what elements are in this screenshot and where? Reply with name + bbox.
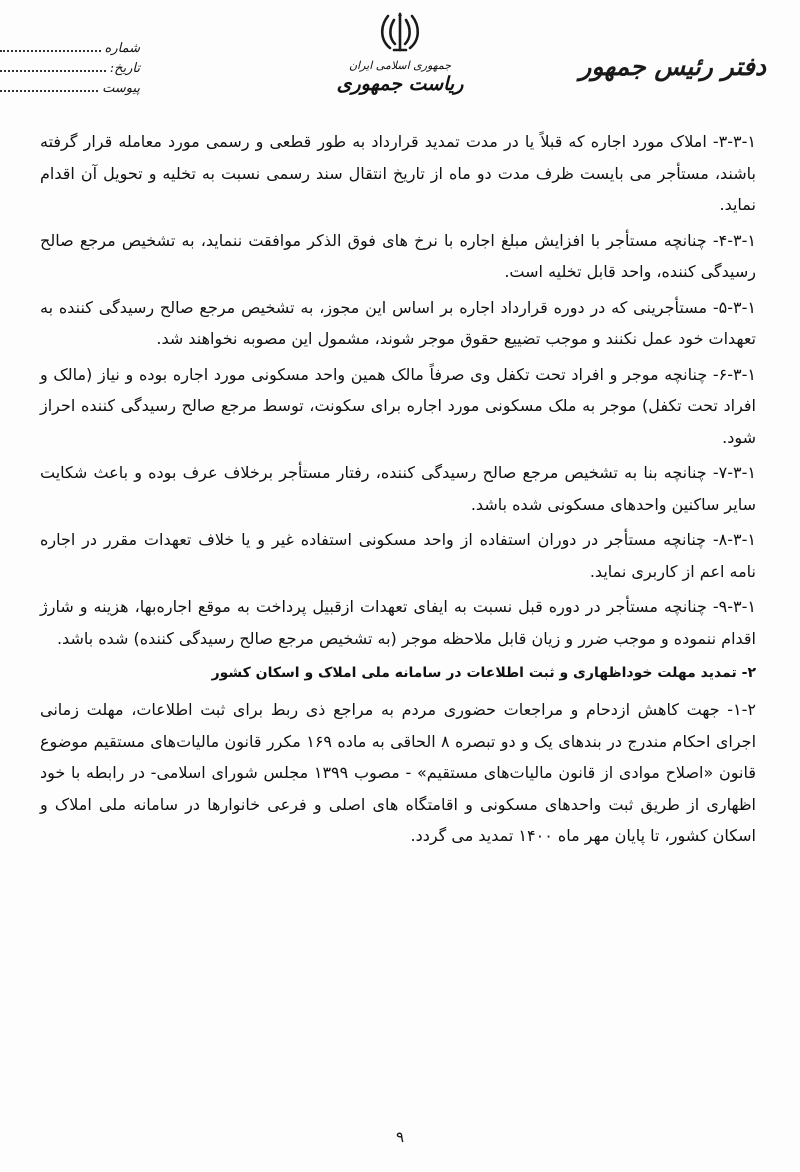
page-number: ۹	[395, 1128, 405, 1146]
date-field	[0, 56, 140, 76]
reference-fields	[0, 36, 140, 96]
attachment-dotted-line	[0, 90, 98, 92]
date-label: تاریخ:	[109, 61, 140, 76]
letterhead	[0, 0, 800, 118]
emblem-caption-big: ریاست جمهوری	[336, 73, 464, 95]
iran-emblem-icon	[378, 10, 422, 56]
attachment-label: پیوست	[102, 81, 140, 96]
number-label: شماره	[104, 41, 140, 56]
attachment-field	[0, 76, 140, 96]
section-2-heading: ۲- تمدید مهلت خوداظهاری و ثبت اطلاعات در سامانه ملی املاک و اسکان کشور	[211, 665, 756, 681]
paragraph-1-3-7: ۷-۳-۱- چنانچه بنا به تشخیص مرجع صالح رسیدگی کننده، رفتار مستأجر برخلاف عرف بوده و باعث شکایت سایر ساکنین واحدهای مسکونی شده باشد.	[40, 463, 756, 514]
emblem-block	[320, 10, 480, 118]
paragraph-1-3-5: ۵-۳-۱- مستأجرینی که در دوره قرارداد اجاره بر اساس این مجوز، به تشخیص مرجع صالح رسیدگی کننده به تعهدات خود عمل نکنند و موجب تضییع حقوق موجر شوند، مشمول این مصوبه نخواهند شد.	[40, 297, 756, 348]
date-dotted-line	[0, 70, 106, 72]
office-title: دفتر رئیس جمهور	[579, 52, 766, 81]
number-field	[0, 36, 140, 56]
number-dotted-line	[0, 50, 101, 52]
document-body	[40, 126, 756, 856]
paragraph-2-1: ۱-۲- جهت کاهش ازدحام و مراجعات حضوری مردم به مراجع ذی ربط برای ثبت اطلاعات، مهلت زمانی اجرای احکام مندرج در بندهای یک و دو تبصره ۸ الحاقی به ماده ۱۶۹ مکرر قانون مالیات‌های مستقیم موضوع قانون «اصلاح موادی از قانون مالیات‌های مستقیم» - مصوب ۱۳۹۹ مجلس شورای اسلامی- در رابطه با خود اظهاری از طریق ثبت واحدهای مسکونی و اقامتگاه های اصلی و فرعی خانوارها در سامانه ملی املاک و اسکان کشور، تا پایان مهر ماه ۱۴۰۰ تمدید می گردد.	[40, 700, 757, 845]
paragraph-1-3-8: ۸-۳-۱- چنانچه مستأجر در دوران استفاده از واحد مسکونی استفاده غیر و یا خلاف تعهدات مقرر در اجاره نامه اعم از کاربری نماید.	[40, 530, 756, 581]
paragraph-1-3-6: ۶-۳-۱- چنانچه موجر و افراد تحت تکفل وی صرفاً مالک همین واحد مسکونی مورد اجاره بوده و نیاز (مالک و افراد تحت تکفل) موجر به ملک مسکونی مورد اجاره برای سکونت، توسط مرجع صالح رسیدگی کننده احراز شود.	[40, 364, 756, 447]
paragraph-1-3-9: ۹-۳-۱- چنانچه مستأجر در دوره قبل نسبت به ایفای تعهدات ازقبیل پرداخت به موقع اجاره‌بها، هزینه و شارژ اقدام ننموده و موجب ضرر و زیان قابل ملاحظه موجر (به تشخیص مرجع صالح رسیدگی کننده) شده باشد.	[40, 597, 756, 648]
paragraph-1-3-4: ۴-۳-۱- چنانچه مستأجر با افزایش مبلغ اجاره با نرخ های فوق الذکر موافقت ننماید، به تشخیص مرجع صالح رسیدگی کننده، واحد قابل تخلیه است.	[40, 230, 756, 281]
emblem-caption-small: جمهوری اسلامی ایران	[348, 59, 452, 72]
paragraph-1-3-3: ۳-۳-۱- املاک مورد اجاره که قبلاً یا در مدت تمدید قرارداد به طور قطعی و رسمی مورد معامله قرار گرفته باشند، مستأجر می بایست ظرف مدت دو ماه از تاریخ انتقال سند رسمی نسبت به تخلیه و تحویل آن اقدام نماید.	[40, 132, 756, 214]
